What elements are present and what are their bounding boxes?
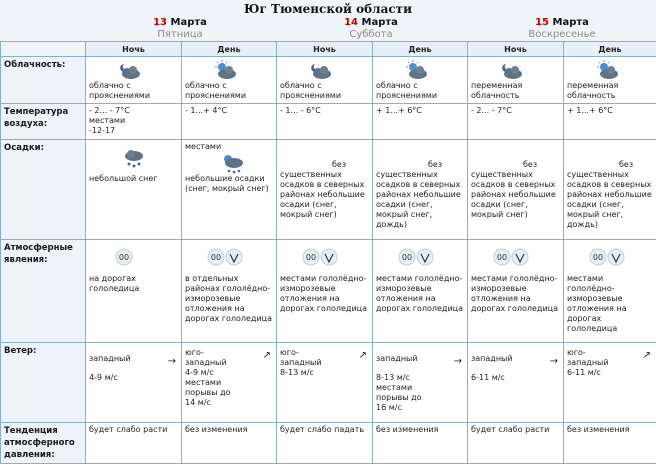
pressure-cell [373,423,468,464]
temperature-cell [564,104,656,140]
wind-cell [373,343,468,423]
wind-direction: юго-западный [567,348,609,367]
phenomena-cell [468,240,564,343]
pressure-cell [86,423,182,464]
period-header: Ночь [86,42,182,57]
partly-cloudy-night-icon [115,59,143,81]
wind-cell [86,343,182,423]
precip-row [1,140,656,240]
period-header: День [564,42,656,57]
wind-gust-value: 14 м/с [185,398,211,407]
precip-cell [564,140,656,240]
phenomena-cell [373,240,468,343]
clouds-text: облачно с прояснениями [376,81,438,100]
phenomena-text: местами гололёдно-изморозевые отложения на дорогах гололедица [471,274,558,313]
partly-cloudy-day-icon [402,59,430,81]
wind-arrow-icon: ↗ [642,350,651,361]
wind-gust-note: местами порывы до [376,383,422,402]
phenomena-cell [564,240,656,343]
precip-cell [277,140,373,240]
date-number: 14 [344,17,359,28]
region-title: Юг Тюменской области [244,2,412,16]
partly-cloudy-day-icon [593,59,621,81]
phenomena-cell [86,240,182,343]
precip-pre: без [428,160,443,169]
frost-icon [320,248,338,266]
precip-cell [182,140,277,240]
period-header-row [1,42,656,57]
phenomena-text: в отдельных районах гололёдно-изморозевые отложения на дорогах гололедица [185,274,272,323]
svg-text:00: 00 [210,253,222,262]
frost-icon [416,248,434,266]
row-label-pressure: Тенденция атмосферного давления: [1,423,86,464]
temperature-cell [468,104,564,140]
sun-snow-cloud-icon [219,152,245,174]
wind-arrow-icon: ↗ [358,350,367,361]
frost-icon [511,248,529,266]
wind-speed: 4-9 м/с [89,373,118,382]
clouds-cell [182,57,277,104]
weekday: Пятница [157,29,203,40]
precip-text: существенных осадков в северных районах небольшие осадки (снег, мокрый снег, дождь) [376,170,461,229]
wind-arrow-icon: → [453,356,462,367]
clouds-cell [86,57,182,104]
ice-icon [398,248,416,266]
pressure-trend: будет слабо расти [471,425,550,434]
clouds-text: облачно с прояснениями [185,81,247,100]
clouds-cell [468,57,564,104]
precip-pre: без [332,160,347,169]
pressure-cell [277,423,373,464]
ice-icon [493,248,511,266]
wind-direction: западный [89,354,131,363]
wind-gust-value: 16 м/с [376,403,402,412]
wind-direction: юго-западный [185,348,227,367]
day-header-3 [467,17,656,41]
precip-text: существенных осадков в северных районах небольшие осадки (снег, мокрый снег, дождь) [567,170,652,229]
partly-cloudy-day-icon [211,59,239,81]
svg-text:00: 00 [305,253,317,262]
svg-text:00: 00 [401,253,413,262]
temperature-range: + 1...+ 6°C [376,106,422,115]
phenomena-text: на дорогах гололедица [89,274,140,293]
pressure-cell [564,423,656,464]
wind-speed: 6-11 м/с [567,368,601,377]
temperature-range: - 1...+ 4°C [185,106,228,115]
frost-icon [607,248,625,266]
temperature-note-value: -12-17 [89,126,116,135]
temperature-row [1,104,656,140]
partly-cloudy-night-icon [306,59,334,81]
wind-gust-note: местами порывы до [185,378,231,397]
ice-icon [589,248,607,266]
temperature-cell [277,104,373,140]
period-header: Ночь [468,42,564,57]
pressure-trend: без изменения [567,425,630,434]
phenomena-text: местами гололёдно-изморозевые отложения на дорогах гололедица [567,274,627,333]
date-month: Марта [552,17,589,28]
partly-cloudy-night-icon [497,59,525,81]
wind-cell [468,343,564,423]
phenomena-text: местами гололёдно-изморозевые отложения на дорогах гололедица [376,274,463,313]
period-header: Ночь [277,42,373,57]
wind-cell [564,343,656,423]
temperature-range: - 2... - 7°C [471,106,512,115]
pressure-cell [468,423,564,464]
row-label-temperature: Температура воздуха: [1,104,86,140]
wind-row [1,343,656,423]
precip-cell [468,140,564,240]
frost-icon [225,248,243,266]
clouds-text: переменная облачность [567,81,619,100]
precip-pre: местами [185,142,222,151]
ice-icon [207,248,225,266]
temperature-range: - 1... - 6°C [280,106,321,115]
wind-speed: 4-9 м/с [185,368,214,377]
wind-speed: 8-13 м/с [280,368,314,377]
wind-speed: 8-13 м/с [376,373,410,382]
clouds-row [1,57,656,104]
pressure-row [1,423,656,464]
wind-speed: 6-11 м/с [471,373,505,382]
forecast-table [0,41,656,464]
phenomena-cell [277,240,373,343]
wind-direction: западный [471,354,513,363]
weekday: Воскресенье [528,29,596,40]
temperature-cell [86,104,182,140]
ice-icon [115,248,133,266]
date-month: Марта [361,17,398,28]
row-label-clouds: Облачность: [1,57,86,104]
clouds-cell [277,57,373,104]
wind-cell [182,343,277,423]
phenomena-text: местами гололёдно-изморозевые отложения на дорогах гололедица [280,274,367,313]
day-header-2 [276,17,466,41]
pressure-trend: будет слабо расти [89,425,168,434]
temperature-range: - 2... - 7°C [89,106,130,115]
precip-text: небольшой снег [89,174,158,183]
weekday: Суббота [349,29,393,40]
temperature-note: местами [89,116,126,125]
temperature-range: + 1...+ 6°C [567,106,613,115]
pressure-trend: будет слабо падать [280,425,365,434]
wind-cell [277,343,373,423]
row-label-wind: Ветер: [1,343,86,423]
clouds-cell [564,57,656,104]
wind-direction: юго-западный [280,348,322,367]
wind-direction: западный [376,354,418,363]
date-month: Марта [170,17,207,28]
svg-text:00: 00 [592,253,604,262]
precip-pre: без [523,160,538,169]
wind-arrow-icon: → [167,356,176,367]
svg-text:00: 00 [118,253,130,262]
precip-cell [86,140,182,240]
clouds-text: переменная облачность [471,81,523,100]
date-number: 13 [153,17,168,28]
phenomena-row [1,240,656,343]
snow-cloud-icon [122,148,146,170]
precip-text: небольшие осадки (снег, мокрый снег) [185,174,269,193]
period-header: День [373,42,468,57]
corner-cell [1,42,86,57]
ice-icon [302,248,320,266]
precip-text: существенных осадков в северных районах небольшие осадки (снег, мокрый снег) [471,170,556,219]
header-area [0,0,656,41]
temperature-cell [182,104,277,140]
precip-text: существенных осадков в северных районах небольшие осадки (снег, мокрый снег) [280,170,365,219]
wind-arrow-icon: → [549,356,558,367]
pressure-cell [182,423,277,464]
wind-arrow-icon: ↗ [262,350,271,361]
day-header-1 [85,17,275,41]
temperature-cell [373,104,468,140]
pressure-trend: без изменения [376,425,439,434]
svg-text:00: 00 [496,253,508,262]
precip-pre: без [619,160,634,169]
clouds-text: облачно с прояснениями [89,81,151,100]
row-label-phenomena: Атмосферные явления: [1,240,86,343]
row-label-precip: Осадки: [1,140,86,240]
pressure-trend: без изменения [185,425,248,434]
clouds-text: облачно с прояснениями [280,81,342,100]
phenomena-cell [182,240,277,343]
period-header: День [182,42,277,57]
date-number: 15 [535,17,550,28]
precip-cell [373,140,468,240]
clouds-cell [373,57,468,104]
